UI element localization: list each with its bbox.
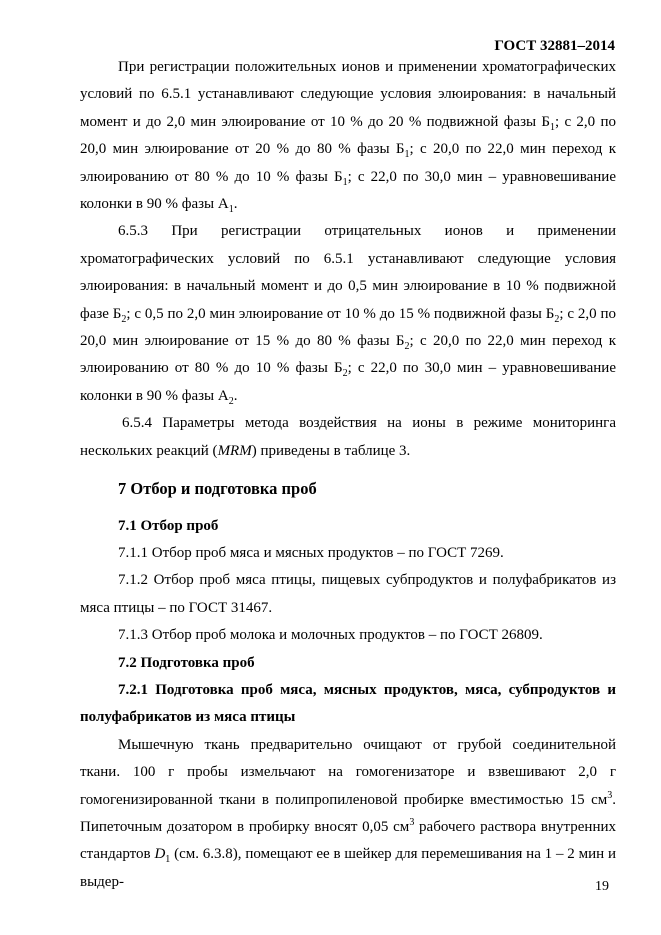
- subscript: 2: [228, 395, 234, 407]
- subscript: 2: [121, 313, 127, 325]
- subscript: 1: [550, 121, 555, 133]
- subscript: 1: [228, 204, 234, 216]
- paragraph-6-5-3: [80, 218, 616, 410]
- text-run: ; с 2,0 по 20,0 мин элюирование от 15 % до 80 % фазы Б: [80, 305, 616, 350]
- text-run: 6.5.4 Параметры метода воздействия на ионы в режиме мониторинга нескольких реакций (: [80, 415, 616, 459]
- superscript: 3: [409, 816, 415, 828]
- paragraph-6-5-4: [80, 410, 616, 465]
- text-run: (см. 6.3.8), помещают ее в шейкер для перемешивания на 1 – 2 мин и выдер-: [80, 846, 616, 890]
- paragraph-7-1-2: 7.1.2 Отбор проб мяса птицы, пищевых субпродуктов и полуфабрикатов из мяса птицы – по ГОСТ 31467.: [80, 572, 616, 616]
- subscript: 2: [554, 313, 560, 325]
- text-run: 6.5.3 При регистрации отрицательных ионов и применении хроматографических условий по 6.5.1 устанавливают следующие условия элюирования: в начальный момент и до 0,5 мин элюирование в 10 % подвижной фазе Б: [80, 223, 616, 322]
- section-7-1-heading: 7.1 Отбор проб: [118, 517, 219, 534]
- text-run: ) приведены в таблице 3.: [251, 442, 411, 459]
- text-run: ; с 0,5 по 2,0 мин элюирование от 10 % до 15 % подвижной фазы Б: [126, 305, 555, 322]
- subscript: 1: [404, 149, 410, 161]
- section-7-2-heading: 7.2 Подготовка проб: [118, 654, 255, 671]
- text-run: .: [233, 196, 238, 213]
- text-run: ; с 22,0 по 30,0 мин – уравновешивание колонки в 90 % фазы А: [80, 360, 616, 404]
- subscript: 1: [342, 176, 348, 188]
- text-run: При регистрации положительных ионов и применении хроматографических условий по 6.5.1 устанавливают следующие условия элюирования: в начальный момент и до 2,0 мин элюирование от 10 % до 20 % подвижной фазы Б: [80, 59, 616, 130]
- text-run: . Пипеточным дозатором в пробирку вносят 0,05 см: [80, 791, 616, 835]
- section-7-2-1-heading: 7.2.1 Подготовка проб мяса, мясных продуктов, мяса, субпродуктов и полуфабрикатов из мяса птицы: [80, 681, 616, 726]
- page-content: [80, 54, 616, 896]
- italic-d: D: [154, 846, 166, 863]
- mrm-abbrev: MRM: [217, 442, 252, 459]
- subscript: 2: [404, 341, 410, 353]
- section-7-heading: 7 Отбор и подготовка проб: [118, 479, 317, 499]
- text-run: ; с 20,0 по 22,0 мин переход к элюированию от 80 % до 10 % фазы Б: [80, 141, 616, 185]
- paragraph-positive-ions: [80, 54, 616, 218]
- page-number: 19: [595, 879, 609, 894]
- subscript: 1: [165, 854, 171, 866]
- subscript: 2: [342, 368, 348, 380]
- superscript: 3: [607, 789, 613, 801]
- paragraph-sample-prep: [80, 732, 616, 896]
- text-run: ; с 22,0 по 30,0 мин – уравновешивание колонки в 90 % фазы А: [80, 168, 616, 213]
- text-run: Мышечную ткань предварительно очищают от грубой соединительной ткани. 100 г пробы измельчают на гомогенизаторе и взвешивают 2,0 г гомогенизированной ткани в полипропиленовой пробирке вместимостью 15 см: [80, 736, 616, 808]
- text-run: ; с 20,0 по 22,0 мин переход к элюированию от 80 % до 10 % фазы Б: [80, 333, 616, 377]
- document-id-header: ГОСТ 32881–2014: [494, 38, 615, 54]
- text-run: рабочего раствора внутренних стандартов: [80, 818, 616, 863]
- text-run: .: [233, 387, 238, 404]
- paragraph-7-1-1: 7.1.1 Отбор проб мяса и мясных продуктов – по ГОСТ 7269.: [118, 544, 504, 561]
- text-run: ; с 2,0 по 20,0 мин элюирование от 20 % до 80 % фазы Б: [80, 113, 617, 158]
- paragraph-7-1-3: 7.1.3 Отбор проб молока и молочных продуктов – по ГОСТ 26809.: [118, 627, 543, 644]
